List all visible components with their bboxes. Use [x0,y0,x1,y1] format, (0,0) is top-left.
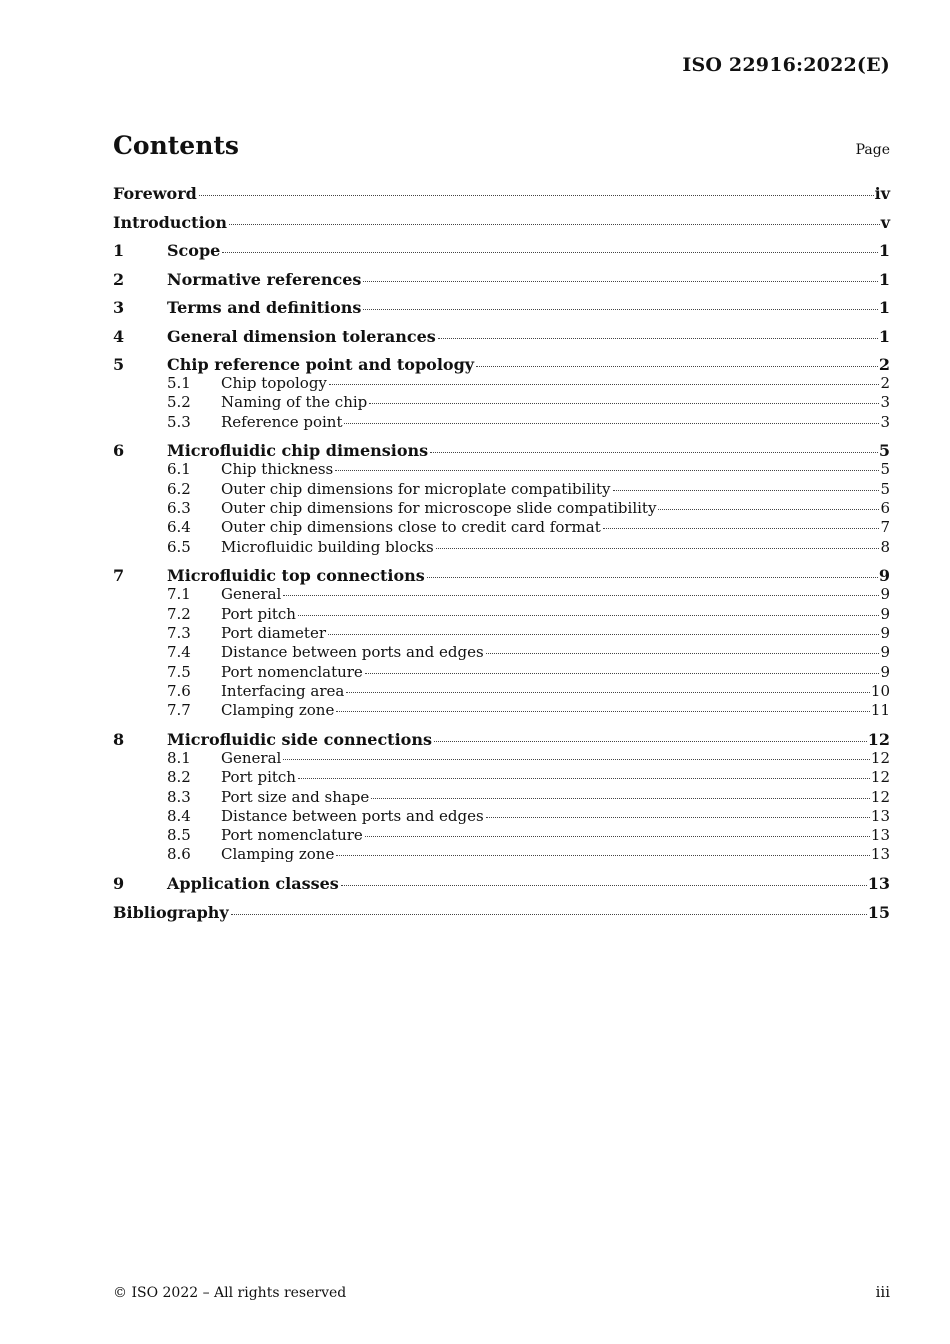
table-of-contents [113,184,890,922]
footer-page-number: iii [875,1283,890,1301]
dot-leader [434,741,867,742]
toc-section-page: 1 [878,298,890,317]
toc-subsection-number: 5.1 [167,374,191,392]
toc-subsection-page: 9 [880,643,890,662]
dot-leader [365,836,870,837]
toc-subsection-page: 12 [870,748,890,767]
toc-subsection-number: 6.2 [167,479,191,498]
toc-subsection-number: 8.1 [167,748,191,767]
dot-leader [283,759,870,760]
toc-section-number: 8 [113,729,125,749]
toc-subsection-6.1[interactable] [113,460,890,479]
toc-subsection-5.3[interactable] [113,413,890,432]
toc-section-page: 13 [867,874,890,894]
dot-leader [341,885,867,886]
toc-section-title: Scope [167,241,221,260]
toc-subsection-7.4[interactable] [113,643,890,662]
toc-subsection-title: Outer chip dimensions for microscope slide compatibility [221,498,657,517]
toc-section-7[interactable] [113,566,890,585]
toc-subsection-6.4[interactable] [113,518,890,537]
toc-section-6[interactable] [113,441,890,460]
toc-subsection-page: 9 [880,585,890,604]
toc-subsection-title: Port pitch [221,604,296,623]
toc-section-title: General dimension tolerances [167,326,436,346]
dot-leader [329,384,880,385]
toc-subsection-page: 3 [880,393,890,412]
toc-subsection-number: 8.4 [167,806,191,825]
toc-subsection-7.7[interactable] [113,701,890,720]
dot-leader [371,798,870,799]
toc-section-8[interactable] [113,730,890,749]
toc-subsection-number: 8.6 [167,845,191,864]
toc-subsection-number: 7.3 [167,623,191,642]
toc-subsection-page: 12 [870,787,890,806]
toc-subsection-number: 6.5 [167,537,191,556]
toc-section-4[interactable] [113,327,890,346]
toc-subsection-page: 8 [880,537,890,556]
toc-subsection-8.4[interactable] [113,807,890,826]
dot-leader [336,855,870,856]
toc-subsection-page: 6 [880,498,890,517]
toc-subsection-number: 8.3 [167,787,191,806]
toc-subsection-number: 5.2 [167,393,191,412]
toc-entry-foreword[interactable] [113,184,890,203]
toc-subsection-5.2[interactable] [113,393,890,412]
toc-section-number: 6 [113,441,125,461]
toc-section-number: 1 [113,241,125,260]
dot-leader [438,338,878,339]
dot-leader [363,281,877,282]
toc-section-2[interactable] [113,270,890,289]
toc-subsection-number: 7.2 [167,604,191,623]
toc-subsection-title: Outer chip dimensions for microplate compatibility [221,479,611,498]
toc-subsection-page: 10 [870,681,890,700]
toc-section-page: 9 [878,566,890,586]
dot-leader [476,366,878,367]
toc-subsection-page: 13 [870,845,890,864]
toc-subsection-title: Clamping zone [221,701,335,720]
toc-subsection-title: Distance between ports and edges [221,806,484,825]
dot-leader [199,195,874,196]
dot-leader [298,778,870,779]
toc-subsection-number: 5.3 [167,412,191,431]
toc-subsection-page: 13 [870,806,890,825]
toc-section-title: Microfluidic top connections [167,566,425,586]
toc-subsection-title: Reference point [221,412,343,431]
footer-copyright: © ISO 2022 – All rights reserved [113,1285,347,1301]
dot-leader [613,490,880,491]
toc-subsection-page: 11 [870,701,890,720]
toc-subsection-number: 7.6 [167,681,191,700]
toc-subsection-number: 8.5 [167,826,191,845]
toc-subsection-number: 7.1 [167,585,191,604]
page-column-label: Page [855,142,890,158]
toc-section-number: 9 [113,874,125,894]
toc-entry-title: Bibliography [113,902,229,922]
dot-leader [283,595,879,596]
toc-subsection-page: 9 [880,623,890,642]
toc-subsection-page: 2 [880,374,890,392]
toc-subsection-title: Chip thickness [221,460,334,479]
toc-subsection-title: Chip topology [221,374,327,392]
dot-leader [231,914,867,915]
toc-subsection-title: Port size and shape [221,787,370,806]
toc-subsection-8.2[interactable] [113,768,890,787]
toc-subsection-number: 7.7 [167,701,191,720]
toc-section-3[interactable] [113,298,890,317]
dot-leader [369,403,879,404]
toc-subsection-title: Outer chip dimensions close to credit card format [221,518,601,537]
dot-leader [436,548,880,549]
toc-subsection-number: 7.4 [167,643,191,662]
toc-entry-title: Introduction [113,212,227,232]
dot-leader [658,509,879,510]
dot-leader [222,252,878,253]
toc-section-title: Microfluidic chip dimensions [167,441,429,461]
toc-section-page: 1 [878,241,890,260]
toc-subsection-title: Interfacing area [221,681,345,700]
toc-section-title: Terms and definitions [167,298,362,317]
toc-section-page: 1 [878,326,890,346]
toc-subsection-title: Port diameter [221,623,326,642]
toc-entry-page: 15 [867,902,890,922]
toc-subsection-7.6[interactable] [113,682,890,701]
toc-subsection-page: 13 [870,826,890,845]
toc-section-title: Microfluidic side connections [167,729,432,749]
toc-section-title: Chip reference point and topology [167,355,475,374]
dot-leader [427,577,878,578]
toc-sections [113,241,890,893]
toc-section-5[interactable] [113,355,890,374]
toc-subsection-number: 7.5 [167,662,191,681]
dot-leader [486,653,880,654]
toc-subsection-title: Microfluidic building blocks [221,537,434,556]
toc-section-title: Normative references [167,269,362,289]
dot-leader [229,224,880,225]
toc-subsection-number: 6.3 [167,498,191,517]
dot-leader [335,470,879,471]
toc-subsection-title: Clamping zone [221,845,335,864]
toc-subsection-title: Port nomenclature [221,826,363,845]
toc-subsection-7.2[interactable] [113,605,890,624]
toc-subsection-number: 6.1 [167,460,191,479]
toc-subsection-title: General [221,748,282,767]
toc-subsection-8.1[interactable] [113,749,890,768]
toc-entry-page: iv [874,184,890,203]
toc-subsection-title: Port nomenclature [221,662,363,681]
toc-subsection-5.1[interactable] [113,374,890,393]
toc-subsection-page: 12 [870,768,890,787]
toc-entry-page: v [880,212,890,232]
toc-entry-title: Foreword [113,184,197,203]
toc-subsection-page: 5 [880,460,890,479]
toc-section-9[interactable] [113,874,890,893]
toc-subsection-title: General [221,585,282,604]
toc-section-number: 4 [113,326,125,346]
toc-section-number: 5 [113,355,125,374]
dot-leader [346,692,870,693]
dot-leader [336,711,870,712]
toc-entry-bibliography[interactable] [113,903,890,922]
toc-subsection-8.3[interactable] [113,788,890,807]
toc-subsection-page: 3 [880,412,890,431]
toc-entry-introduction[interactable] [113,213,890,232]
toc-subsection-8.5[interactable] [113,826,890,845]
toc-section-number: 7 [113,566,125,586]
dot-leader [328,634,879,635]
toc-subsection-page: 9 [880,662,890,681]
toc-subsection-number: 6.4 [167,518,191,537]
dot-leader [344,423,879,424]
dot-leader [363,309,877,310]
toc-subsection-6.2[interactable] [113,480,890,499]
document-id: ISO 22916:2022(E) [682,54,890,76]
toc-section-1[interactable] [113,241,890,260]
dot-leader [603,528,880,529]
toc-subsection-7.1[interactable] [113,585,890,604]
dot-leader [430,452,878,453]
dot-leader [365,673,880,674]
toc-subsection-title: Naming of the chip [221,393,368,412]
toc-section-page: 2 [878,355,890,374]
toc-subsection-title: Distance between ports and edges [221,643,484,662]
toc-section-title: Application classes [167,874,339,894]
toc-subsection-7.5[interactable] [113,663,890,682]
toc-subsection-7.3[interactable] [113,624,890,643]
toc-subsection-title: Port pitch [221,768,296,787]
toc-subsection-6.3[interactable] [113,499,890,518]
toc-subsection-page: 5 [880,479,890,498]
toc-subsection-number: 8.2 [167,768,191,787]
dot-leader [486,817,870,818]
dot-leader [298,615,879,616]
toc-section-number: 3 [113,298,125,317]
toc-subsection-6.5[interactable] [113,538,890,557]
toc-subsection-8.6[interactable] [113,845,890,864]
toc-subsection-page: 9 [880,604,890,623]
contents-heading: Contents [113,131,240,160]
toc-section-number: 2 [113,269,125,289]
toc-section-page: 5 [878,441,890,461]
toc-section-page: 1 [878,269,890,289]
toc-section-page: 12 [867,729,890,749]
toc-subsection-page: 7 [880,518,890,537]
